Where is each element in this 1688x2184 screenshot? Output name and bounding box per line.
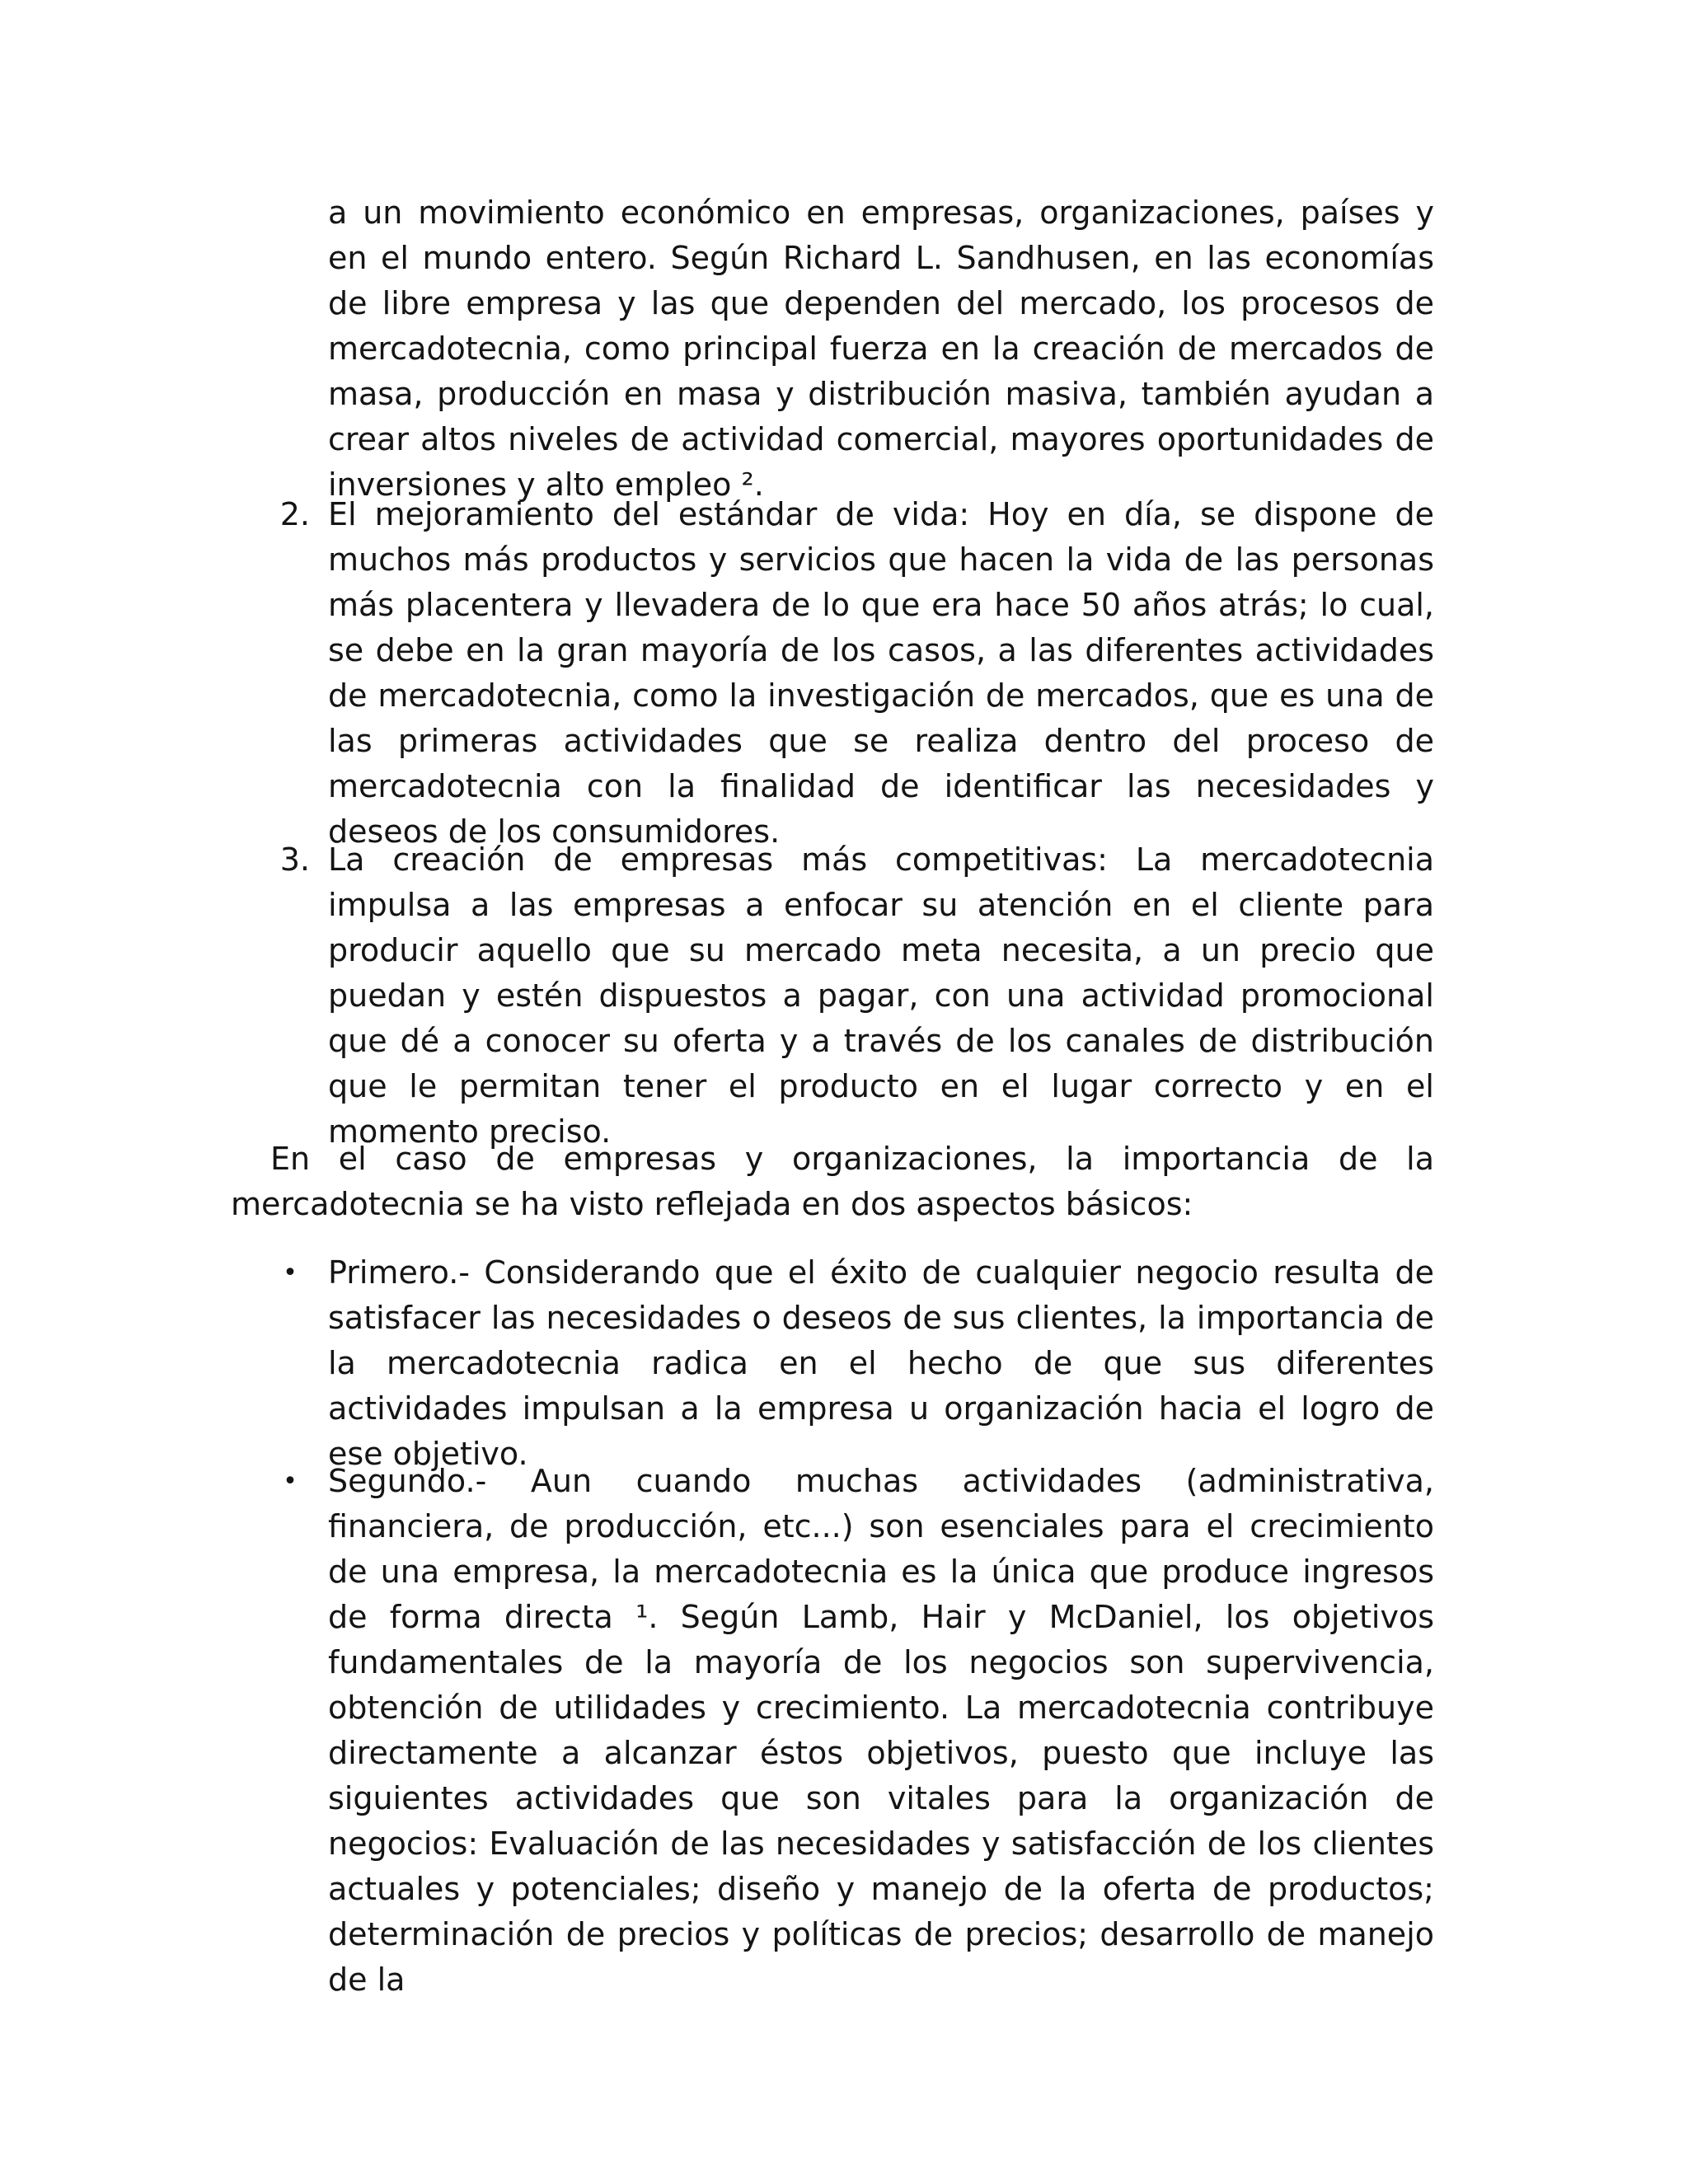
body-paragraph: En el caso de empresas y organizaciones, la importancia de la mercadotecnia se ha visto reflejada en dos aspectos básicos: <box>231 1141 1434 1222</box>
continuation-text: a un movimiento económico en empresas, organizaciones, países y en el mundo entero. Según Richard L. Sandhusen, en las economías de libre empresa y las que dependen del mercado, los procesos de mercadotecnia, como principal fuerza en la creación de mercados de masa, producción en masa y distribución masiva, también ayudan a crear altos niveles de actividad comercial, mayores oportunidades de inversiones y alto empleo ². <box>328 194 1434 503</box>
list-item-text: El mejoramiento del estándar de vida: Hoy en día, se dispone de muchos más productos y servicios que hacen la vida de las personas más placentera y llevadera de lo que era hace 50 años atrás; lo cual, se debe en la gran mayoría de los casos, a las diferentes actividades de mercadotecnia, como la investigación de mercados, que es una de las primeras actividades que se realiza dentro del proceso de mercadotecnia con la finalidad de identificar las necesidades y deseos de los consumidores. <box>328 496 1434 850</box>
list-item-text: Primero.- Considerando que el éxito de cualquier negocio resulta de satisfacer las necesidades o deseos de sus clientes, la importancia de la mercadotecnia radica en el hecho de que sus diferentes actividades impulsan a la empresa u organización hacia el logro de ese objetivo. <box>328 1254 1434 1472</box>
list-item-text: La creación de empresas más competitivas: La mercadotecnia impulsa a las empresas a enfocar su atención en el cliente para producir aquello que su mercado meta necesita, a un precio que puedan y estén dispuestos a pagar, con una actividad promocional que dé a conocer su oferta y a través de los canales de distribución que le permitan tener el producto en el lugar correcto y en el momento preciso. <box>328 841 1434 1150</box>
bullet-icon: • <box>283 1467 298 1496</box>
bullet-icon: • <box>283 1258 298 1287</box>
list-number: 2. <box>279 496 310 532</box>
list-item-text: Segundo.- Aun cuando muchas actividades (administrativa, financiera, de producción, etc...) son esenciales para el crecimiento de una empresa, la mercadotecnia es la única que produce ingresos de forma directa ¹. Según Lamb, Hair y McDaniel, los objetivos fundamentales de la mayoría de los negocios son supervivencia, obtención de utilidades y crecimiento. La mercadotecnia contribuye directamente a alcanzar éstos objetivos, puesto que incluye las siguientes actividades que son vitales para la organización de negocios: Evaluación de las necesidades y satisfacción de los clientes actuales y potenciales; diseño y manejo de la oferta de productos; determinación de precios y políticas de precios; desarrollo de manejo de la <box>328 1463 1434 1998</box>
list-number: 3. <box>279 841 310 878</box>
